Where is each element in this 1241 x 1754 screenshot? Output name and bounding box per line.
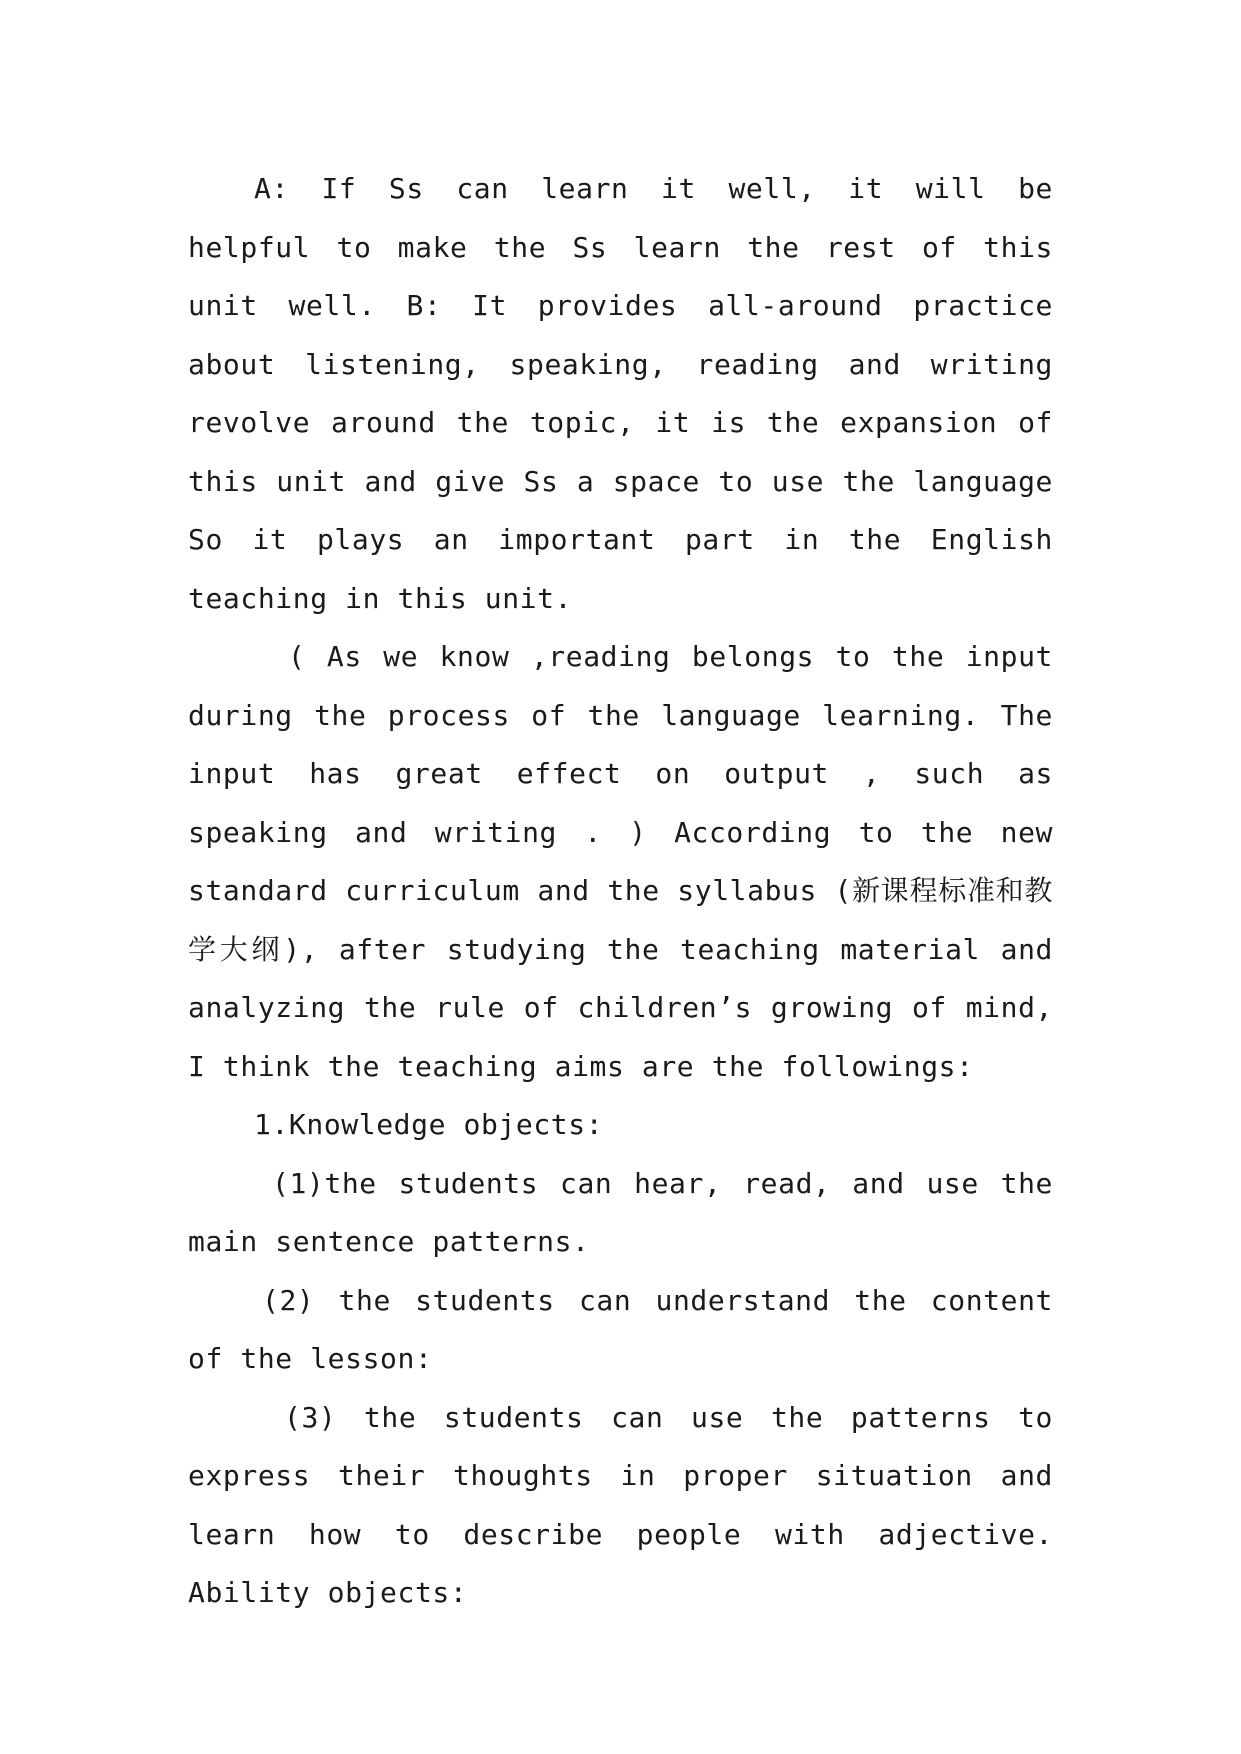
list-item-objective-3: (3) the students can use the patterns to express their thoughts in proper situation and learn how to describe people with adjective. Ability objects: bbox=[188, 1400, 1053, 1609]
paragraph-importance: A: If Ss can learn it well, it will be helpful to make the Ss learn the rest of this unit well. B: It provides all-around practice about listening, speaking, reading and writing revolve around the topic, it is the expansion of this unit and give Ss a space to use the language So it plays an important part in the English teaching in this unit. bbox=[188, 172, 1053, 615]
list-item-objective-2: (2) the students can understand the content of the lesson: bbox=[188, 1283, 1053, 1375]
paragraph-teaching-aims-intro: ( As we know ,reading belongs to the input during the process of the language learning. The input has great effect on output , such as speaking and writing . ) According to the new standard curriculum and the syllabus (新课程标准和教学大纲), after studying the teaching material and analyzing the rule of children’s growing of mind, I think the teaching aims are the followings: bbox=[188, 640, 1053, 1083]
heading-knowledge-objects: 1.Knowledge objects: bbox=[254, 1108, 604, 1141]
document-body bbox=[188, 160, 1053, 1623]
list-item-objective-1: (1)the students can hear, read, and use the main sentence patterns. bbox=[188, 1166, 1053, 1258]
